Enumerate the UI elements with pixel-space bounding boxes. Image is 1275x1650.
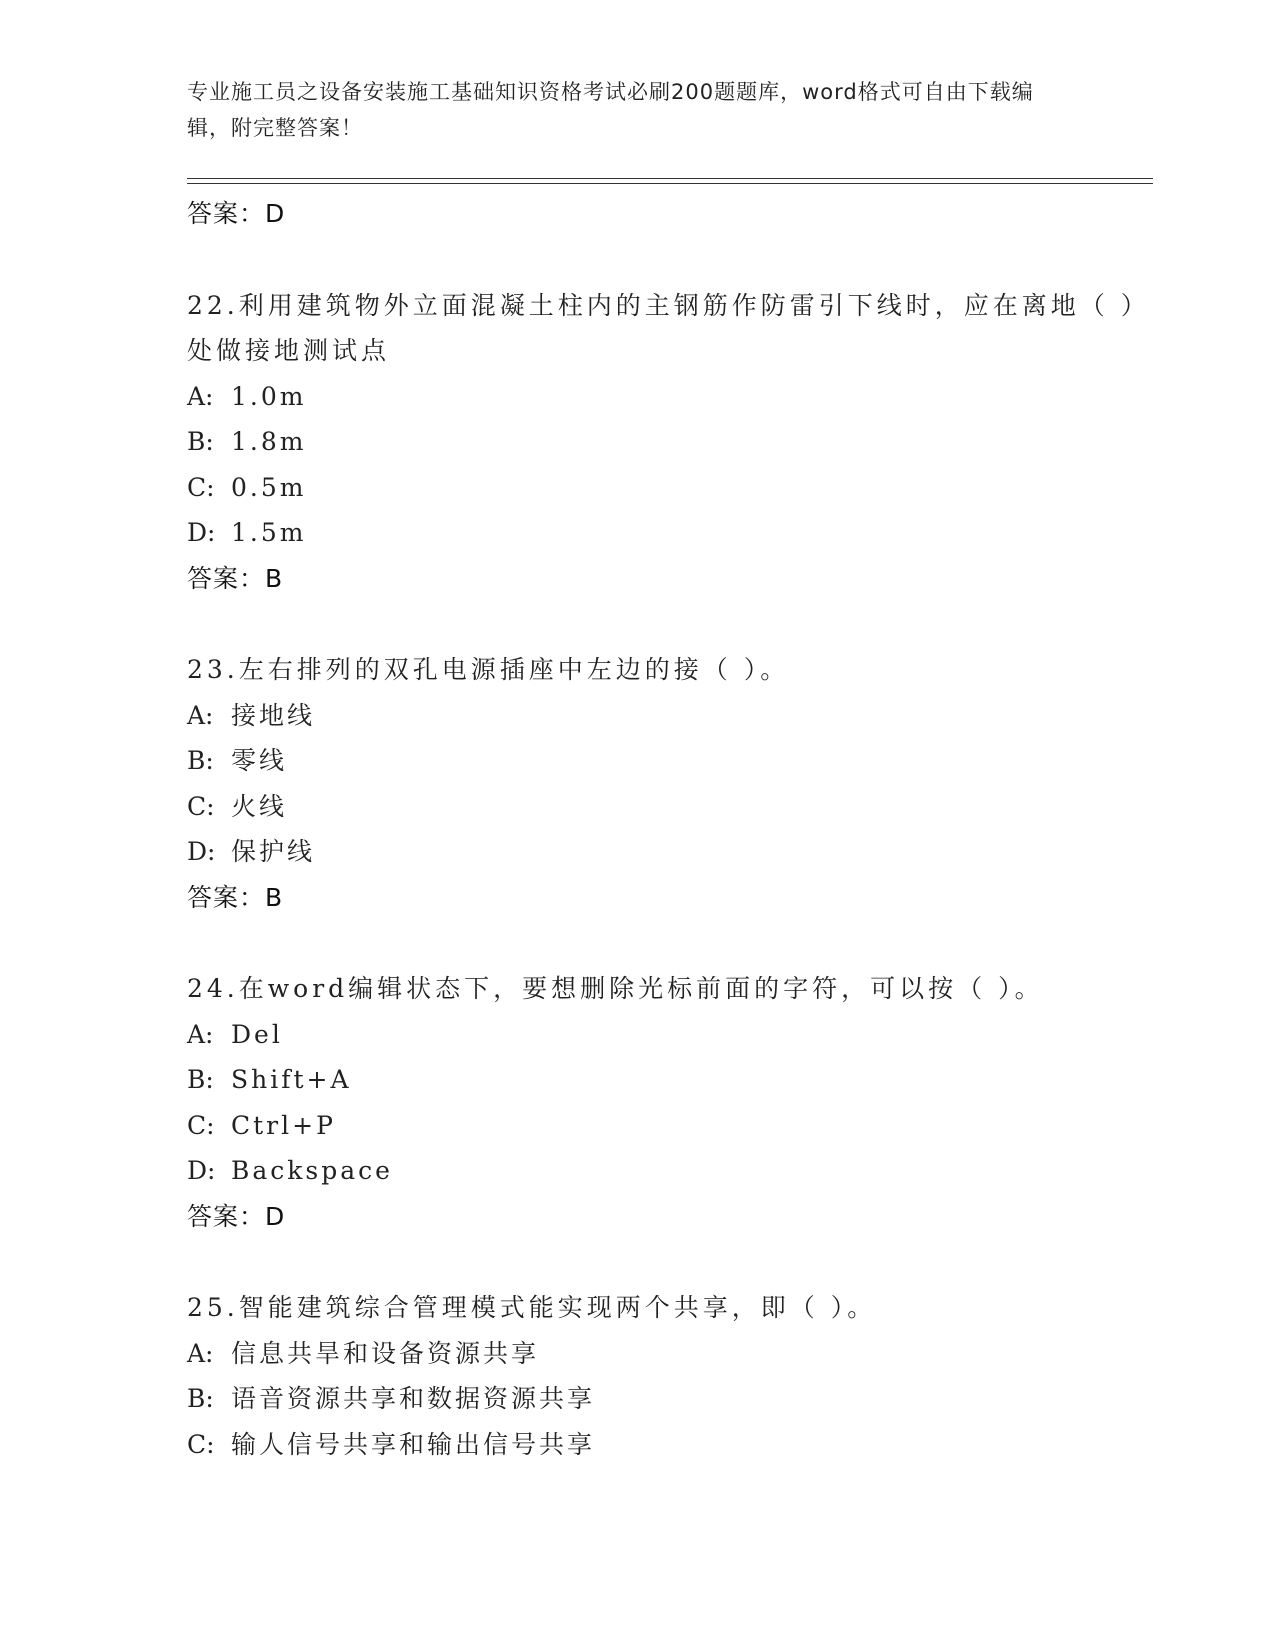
option-text: 1.0m xyxy=(231,381,307,411)
answer-option xyxy=(187,374,1153,420)
answer-option xyxy=(187,784,1153,830)
option-letter: D: xyxy=(187,837,216,866)
header-divider-top xyxy=(187,178,1153,179)
question-answer: 答案：B xyxy=(187,563,284,593)
answer-option xyxy=(187,1422,1153,1468)
option-text: 1.8m xyxy=(231,427,307,456)
option-text: Del xyxy=(231,1019,283,1049)
option-text: Shift+A xyxy=(231,1065,352,1094)
answer-option xyxy=(187,693,1153,739)
option-text: 火线 xyxy=(231,791,288,821)
option-letter: B: xyxy=(187,746,214,775)
header-divider-bottom xyxy=(187,183,1153,184)
answer-option xyxy=(187,1057,1153,1103)
question-text: 24.在word编辑状态下，要想删除光标前面的字符，可以按（ ）。 xyxy=(187,974,1044,1003)
option-text: 语音资源共享和数据资源共享 xyxy=(231,1384,596,1413)
option-letter: B: xyxy=(187,427,214,456)
question-answer: 答案：B xyxy=(187,882,284,912)
option-letter: B: xyxy=(187,1384,214,1413)
option-letter: A: xyxy=(187,1019,214,1049)
option-text: 零线 xyxy=(231,746,288,775)
answer-option xyxy=(187,510,1153,556)
option-text: 1.5m xyxy=(231,518,307,547)
question-text: 25.智能建筑综合管理模式能实现两个共享，即（ ）。 xyxy=(187,1293,877,1322)
question-item xyxy=(187,966,1153,1239)
question-item xyxy=(187,1285,1153,1467)
option-text: Ctrl+P xyxy=(231,1110,336,1140)
answer-option xyxy=(187,1103,1153,1149)
question-text: 22.利用建筑物外立面混凝土柱内的主钢筋作防雷引下线时，应在离地（ ）处做接地测试点 xyxy=(187,290,1150,365)
document-content xyxy=(187,191,1153,1513)
answer-option xyxy=(187,1148,1153,1194)
question-list xyxy=(187,283,1153,1468)
document-header: 专业施工员之设备安装施工基础知识资格考试必刷200题题库，word格式可自由下载编辑，附完整答案！ xyxy=(187,80,1034,140)
option-letter: A: xyxy=(187,700,214,730)
option-letter: A: xyxy=(187,381,214,411)
option-letter: B: xyxy=(187,1065,214,1094)
question-text: 23.左右排列的双孔电源插座中左边的接（ ）。 xyxy=(187,655,790,684)
option-letter: C: xyxy=(187,1110,215,1140)
option-text: 信息共旱和设备资源共享 xyxy=(231,1338,540,1368)
option-text: 0.5m xyxy=(231,472,307,502)
answer-option xyxy=(187,465,1153,511)
option-letter: D: xyxy=(187,1156,216,1185)
previous-answer: 答案：D xyxy=(187,199,286,228)
option-text: 保护线 xyxy=(231,837,316,866)
answer-option xyxy=(187,419,1153,465)
option-letter: C: xyxy=(187,472,215,502)
option-text: 输人信号共享和输出信号共享 xyxy=(231,1429,596,1459)
option-text: Backspace xyxy=(231,1156,393,1185)
option-letter: C: xyxy=(187,791,215,821)
answer-option xyxy=(187,829,1153,875)
question-item xyxy=(187,647,1153,920)
answer-option xyxy=(187,1012,1153,1058)
answer-option xyxy=(187,1376,1153,1422)
answer-option xyxy=(187,738,1153,784)
question-answer: 答案：D xyxy=(187,1201,286,1231)
option-letter: D: xyxy=(187,518,216,547)
option-letter: A: xyxy=(187,1338,214,1368)
question-item xyxy=(187,283,1153,602)
answer-option xyxy=(187,1331,1153,1377)
option-letter: C: xyxy=(187,1429,215,1459)
option-text: 接地线 xyxy=(231,700,316,730)
